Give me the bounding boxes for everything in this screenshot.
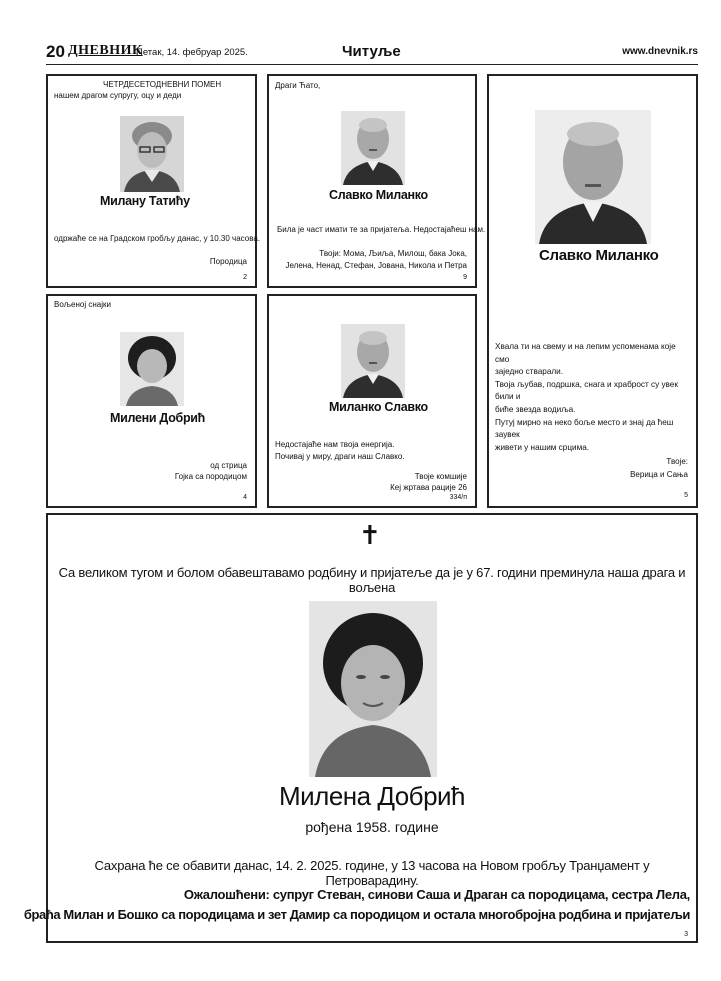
announcement-intro: Са великом тугом и болом обавештавамо родбину и пријатеље да је у 67. години преминула наша драга и вољена bbox=[58, 565, 686, 595]
notice-number: 4 bbox=[243, 494, 247, 501]
notice-signature-line1: Твоје комшије bbox=[414, 472, 467, 481]
deceased-portrait bbox=[341, 324, 405, 398]
deceased-name: Милена Добрић bbox=[278, 781, 466, 811]
notice-text-line: Путуј мирно на неко боље место и знај да ћеш заувек bbox=[495, 417, 674, 440]
page-header bbox=[46, 42, 698, 65]
notice-text-line: биће звезда водиља. bbox=[495, 404, 576, 414]
issue-date: Петак, 14. фебруар 2025. bbox=[136, 47, 248, 58]
mourners-line1: Ожалошћени: супруг Стеван, синови Саша и Драган са породицама, сестра Лела, bbox=[183, 887, 690, 902]
notice-intro: Вољеној снајки bbox=[54, 300, 111, 309]
portrait-image bbox=[120, 116, 184, 192]
obituary-notice-milanko-family bbox=[487, 74, 698, 508]
notice-number: 9 bbox=[463, 274, 467, 281]
notice-heading: ЧЕТРДЕСЕТОДНЕВНИ ПОМЕН bbox=[103, 80, 222, 89]
website-link[interactable]: www.dnevnik.rs bbox=[622, 46, 698, 57]
deceased-portrait bbox=[341, 111, 405, 185]
notice-signature-line2: Верица и Сања bbox=[630, 470, 688, 479]
notice-intro: Драги Ћато, bbox=[275, 81, 321, 90]
deceased-name: Милени Добрић bbox=[110, 411, 206, 425]
notice-signature: Породица bbox=[209, 257, 247, 266]
page-number: 20 bbox=[46, 42, 65, 61]
portrait-image bbox=[341, 111, 405, 185]
notice-text bbox=[495, 341, 691, 454]
deceased-name: Славко Миланко bbox=[329, 188, 428, 202]
portrait-image bbox=[535, 110, 651, 244]
notice-signature-line2: Гојка са породицом bbox=[174, 472, 247, 481]
deceased-name: Славко Миланко bbox=[539, 247, 659, 264]
cross-icon: ✝ bbox=[359, 520, 381, 550]
notice-signature-line2: Јелена, Ненад, Стефан, Јована, Никола и Петра bbox=[285, 261, 467, 270]
section-title: Читуље bbox=[342, 43, 401, 60]
obituary-notice-main bbox=[23, 513, 698, 943]
notice-intro: нашем драгом супругу, оцу и деди bbox=[54, 91, 182, 100]
notice-number: 5 bbox=[684, 492, 688, 499]
notice-text-line: заједно стварали. bbox=[495, 367, 564, 377]
notice-number: 3 bbox=[684, 931, 688, 938]
portrait-image bbox=[120, 332, 184, 406]
notice-number: 2 bbox=[243, 274, 247, 281]
deceased-name: Милану Татићу bbox=[100, 194, 190, 208]
funeral-details: Сахрана ће се обавити данас, 14. 2. 2025. године, у 13 часова на Новом гробљу Транџамент у Петроварадину. bbox=[94, 858, 650, 888]
birth-year: рођена 1958. године bbox=[305, 819, 439, 835]
deceased-portrait bbox=[309, 601, 437, 777]
notice-text-line: Хвала ти на свему и на лепим успоменама које смо bbox=[495, 342, 676, 364]
newspaper-masthead: ДНЕВНИК bbox=[68, 43, 143, 58]
obituary-notice-milanko-friends bbox=[267, 74, 486, 288]
notice-signature-line1: Твоје: bbox=[666, 457, 688, 466]
notice-signature-line1: Твоји: Мома, Љиља, Милош, бака Јока, bbox=[319, 249, 467, 258]
notice-text-line1: Недостајаће нам твоја енергија. bbox=[275, 440, 395, 449]
notice-text-line: живети у нашим срцима. bbox=[495, 442, 590, 452]
notice-number: 334/п bbox=[449, 494, 467, 501]
notice-text-line: Твоја љубав, подршка, снага и храброст су увек били и bbox=[495, 379, 678, 402]
deceased-portrait bbox=[535, 110, 651, 244]
mourners-line2: браћа Милан и Бошко са породицама и зет Дамир са породицом и остала многобројна родбина и пријатељи bbox=[23, 907, 690, 922]
notice-text-line2: Почивај у миру, драги наш Славко. bbox=[275, 452, 405, 461]
notice-signature-line2: Кеј жртава рације 26 bbox=[390, 483, 467, 492]
obituary-notice-dobric-uncle bbox=[46, 294, 257, 508]
portrait-image bbox=[341, 324, 405, 398]
obituary-notice-milanko-neighbors bbox=[267, 294, 477, 508]
notice-text: одржаће се на Градском гробљу данас, у 10.30 часова. bbox=[54, 234, 261, 243]
portrait-image bbox=[309, 601, 437, 777]
notice-signature-line1: од стрица bbox=[210, 461, 247, 470]
notice-text: Била је част имати те за пријатеља. Недостајаћеш нам. bbox=[277, 225, 486, 234]
deceased-portrait bbox=[120, 332, 184, 406]
obituary-notice-tatic bbox=[46, 74, 261, 288]
deceased-portrait bbox=[120, 116, 184, 192]
deceased-name: Миланко Славко bbox=[329, 400, 428, 414]
